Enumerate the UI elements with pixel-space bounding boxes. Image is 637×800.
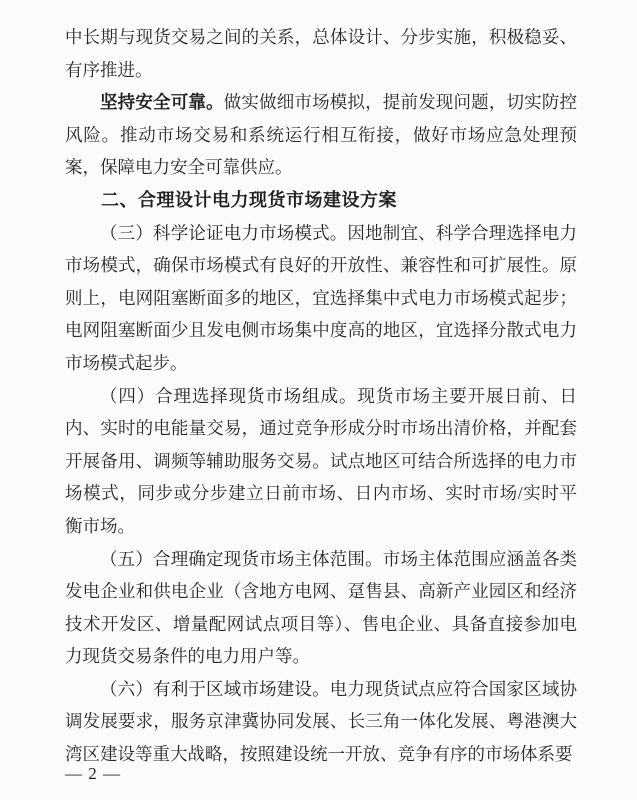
paragraph — [65, 673, 577, 771]
paragraph-lead: （五）合理确定现货市场主体范围。 — [100, 548, 383, 569]
paragraph-text: 因地制宜、科学合理选择电力市场模式，确保市场模式有良好的开放性、兼容性和可扩展性。原则上，电网阻塞断面多的地区，宜选择集中式电力市场模式起步；电网阻塞断面少且发电侧市场集中度高的地区，宜选择分散式电力市场模式起步。 — [65, 222, 577, 373]
paragraph — [65, 380, 577, 543]
paragraph — [65, 86, 577, 184]
paragraph-lead: （六）有利于区域市场建设。 — [100, 678, 330, 699]
paragraph — [65, 543, 577, 673]
paragraph-text: 市场主体范围应涵盖各类发电企业和供电企业（含地方电网、趸售县、高新产业园区和经济技术开发区、增量配网试点项目等）、售电企业、具备直接参加电力现货交易条件的电力用户等。 — [65, 548, 578, 667]
paragraph — [65, 217, 577, 380]
paragraph-text: 电力现货试点应符合国家区域协调发展要求，服务京津冀协同发展、长三角一体化发展、粤港澳大湾区建设等重大战略，按照建设统一开放、竞争有序的市场体系要 — [65, 678, 577, 765]
paragraph — [65, 21, 577, 86]
page-number: — 2 — — [65, 764, 121, 783]
paragraph-lead: （四）合理选择现货市场组成。 — [100, 385, 358, 406]
paragraph-text: 中长期与现货交易之间的关系，总体设计、分步实施，积极稳妥、有序推进。 — [65, 27, 577, 80]
paragraph-text: 做实做细市场模拟，提前发现问题，切实防控风险。推动市场交易和系统运行相互衔接，做好市场应急处理预案，保障电力安全可靠供应。 — [65, 92, 578, 178]
paragraph-lead: （三）科学论证电力市场模式。 — [100, 222, 348, 243]
section-heading: 二、合理设计电力现货市场建设方案 — [101, 189, 397, 210]
paragraph-text: 现货市场主要开展日前、日内、实时的电能量交易，通过竞争形成分时市场出清价格，并配套开展备用、调频等辅助服务交易。试点地区可结合所选择的电力市场模式，同步或分步建立日前市场、日内市场、实时市场/实时平衡市场。 — [65, 385, 578, 536]
paragraph-lead: 坚持安全可靠。 — [100, 92, 224, 113]
